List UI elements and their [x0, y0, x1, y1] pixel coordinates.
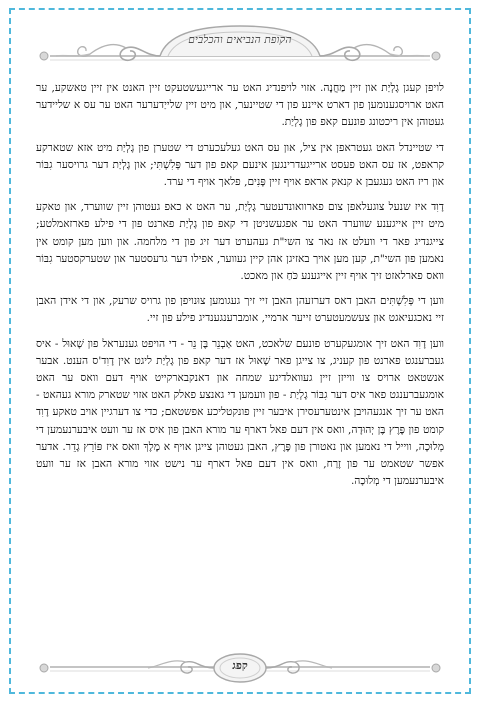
paragraph-4: ווען די פְּלִשְׁתִּים האבן דאס דערזעהן האבן זיי זיך געגומען צוּנויפן פון גרויס שרעק, און די אידן האבן זיי נאכגעיאגט און צעשמעטערט זייער ארמיי, אומברענגענדיג פילע פון זיי.: [36, 295, 444, 325]
paragraph-2: די שטיינדל האט געטראפן אין ציל, און עס האט געלעכערט די שטערן פון גָלְיַת מיט אזא שטארקע קראפט, אז עס האט פעסט ארייגעדרינגען אינעם קאפ פון דער פְּלִשְׁתִּי; און גָלְיַת דער גרויסער גִבּוֹר און ריז האט געגעבן א קנאק אראפ אויף זיין פָּנִים, פלאך אויף די ערד.: [36, 141, 444, 189]
page-header: [20, 18, 460, 68]
paragraph-3: דָוִד איז שנעל צוגעלאפן צום פארוואונדעטער גָלְיַת, ער האט א כאפ געטוהן זיין שווערד, און טאקע מיט זיין אייגענע שווערד האט ער אפגעשניטן די קאפ פון גָלְיַת פארנט פון די פילע פארזאמלטע; צייגנדיג פאר די וועלט אז נאר צו השי"ת געהערט דער זיג פון די מלחמה. און ווען מען קומט אין נאמען פון השי"ת, קען מען אויך באזיגן אהן קיין געווער, אפילו דער גרעסטער און שטערקסטער גִבּוֹר וואס פארלאזט זיך אויף זיין אייגענע כֹּחַ און מאכט.: [36, 201, 444, 283]
page-number: קפג: [232, 659, 248, 672]
running-header-title: הקופת הנביאים והכלבים: [188, 34, 292, 46]
paragraph-1: לויפן קעגן גָלְיַת און זיין מַחֲנֶה. אזוי לויפנדיג האט ער ארייגעשטעקט זיין האנט אין זיין טאשקע, ער האט ארויסגענומען פון דארט איינע פון די שטיינער, און מיט זיין שלייַדערער האט ער עס א שליידער געטוהן אין ריכטונג פונעם קאפ פון גָלְיַת.: [36, 82, 444, 129]
page-body-text: [36, 80, 444, 498]
paragraph-5: ווען דָוִד האט זיך אומגעקערט פונעם שלאכט, האט אַבְנֵר בֶּן נֵר - די הויפט גענעראל פון שָׁאוּל - איס געברענגט פארנט פון קעניג, צו צייגן פאר שָׁאוּל אז דער קאפ פון גָלְיַת ליגט אין דָוִד'ס הענט. אבער אנשטאט ארויס צו ווייזן זיין געוואלדיגע שמחה און דאנקבארקייט אויף דעם וואס ער האט אומגעברענגט פאר איס דער גִבּוֹר גָלְיַת - פון וועמען די גאנצע פאלק האט אזוי שטארק מורא געהאט - האט ער זיך אנגעהויבן אינטערעסירן איבער זיין פונקטליכע אפשטאם; כדי צו דערגיין אויב טאקע דָוִד קומט פון פֶּרֶץ בֶּן יְהוּדָה, וואס אין דעם פאל דארף ער מורא האבן פון איס אז ער וועט איבערנעמען די מְלוּכָה, ווייל די נאמען און נאטורן פון פֶּרֶץ, האבן געטוהן צייגן אויף א מֶלֶךְ וואס איז פּוֹרֵץ גָדֵר. אדער אפשר שטאמט ער פון זֶרַח, וואס אין דעם פאל דארף ער נישט אזוי מורא האבן אז ער וועט איבערנעמען די מְלוּכָה.: [36, 337, 444, 488]
page-footer: [20, 648, 460, 688]
